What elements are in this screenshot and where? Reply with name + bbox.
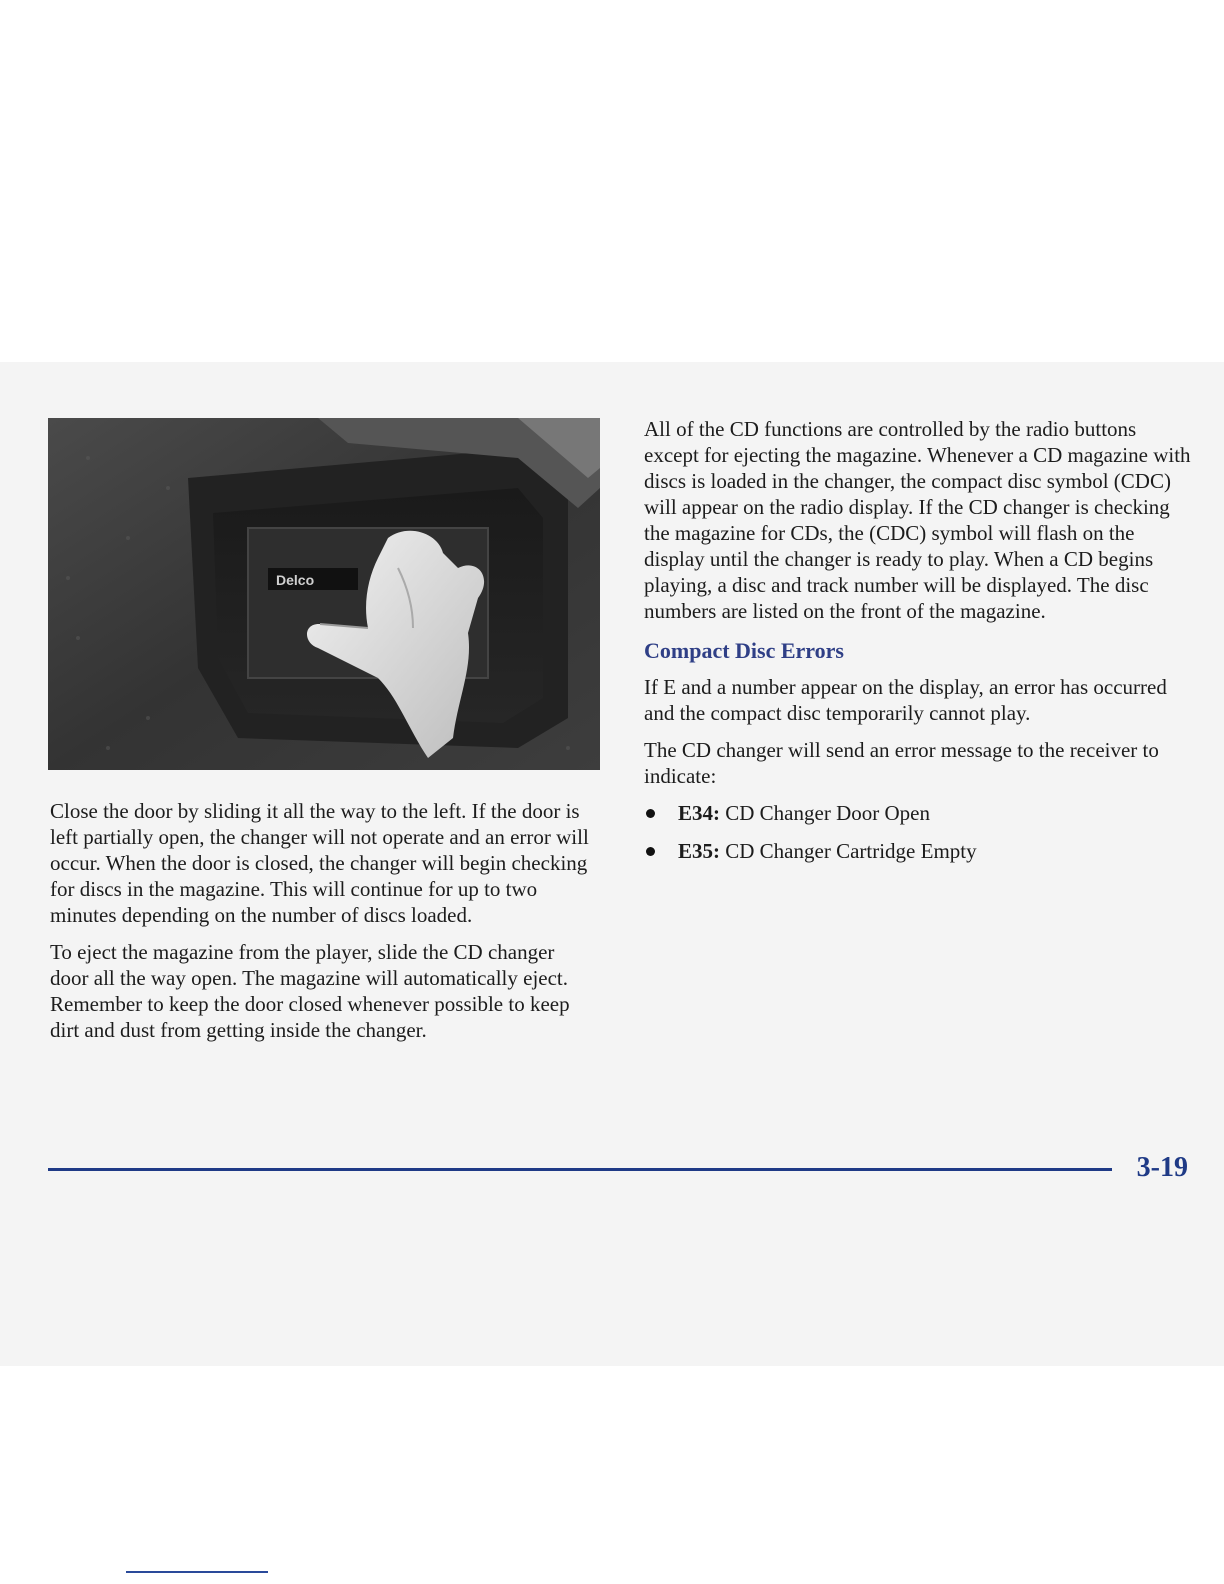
device-label: Delco bbox=[276, 572, 315, 588]
compact-disc-errors-heading: Compact Disc Errors bbox=[644, 638, 844, 663]
bottom-divider bbox=[126, 1571, 268, 1573]
error-message-paragraph: The CD changer will send an error message to the receiver to indicate: bbox=[644, 738, 1159, 788]
bullet-icon bbox=[646, 847, 655, 856]
error-description: CD Changer Cartridge Empty bbox=[720, 839, 977, 863]
left-column bbox=[50, 798, 598, 1054]
error-code: E35: bbox=[678, 839, 720, 863]
error-code: E34: bbox=[678, 801, 720, 825]
error-code-list bbox=[644, 800, 1192, 864]
footer-rule bbox=[48, 1168, 1112, 1171]
cd-changer-photo bbox=[48, 418, 600, 770]
eject-paragraph: To eject the magazine from the player, slide the CD changer door all the way open. The magazine will automatically eject. Remember to keep the door closed whenever possible to keep dirt and dust from getting inside the changer. bbox=[50, 940, 570, 1042]
error-display-paragraph: If E and a number appear on the display, an error has occurred and the compact disc temporarily cannot play. bbox=[644, 675, 1167, 725]
right-column bbox=[644, 416, 1192, 876]
list-item bbox=[644, 838, 1192, 864]
list-item bbox=[644, 800, 1192, 826]
error-description: CD Changer Door Open bbox=[720, 801, 930, 825]
cd-functions-paragraph: All of the CD functions are controlled by the radio buttons except for ejecting the magazine. Whenever a CD magazine with discs is loaded in the changer, the compact disc symbol (CDC) will appear on the radio display. If the CD changer is checking the magazine for CDs, the (CDC) symbol will flash on the display until the changer is ready to play. When a CD begins playing, a disc and track number will be displayed. The disc numbers are listed on the front of the magazine. bbox=[644, 417, 1191, 623]
bullet-icon bbox=[646, 809, 655, 818]
page-number: 3-19 bbox=[1136, 1152, 1188, 1183]
door-close-paragraph: Close the door by sliding it all the way to the left. If the door is left partially open, the changer will not operate and an error will occur. When the door is closed, the changer will begin checking for discs in the magazine. This will continue for up to two minutes depending on the number of discs loaded. bbox=[50, 799, 589, 927]
